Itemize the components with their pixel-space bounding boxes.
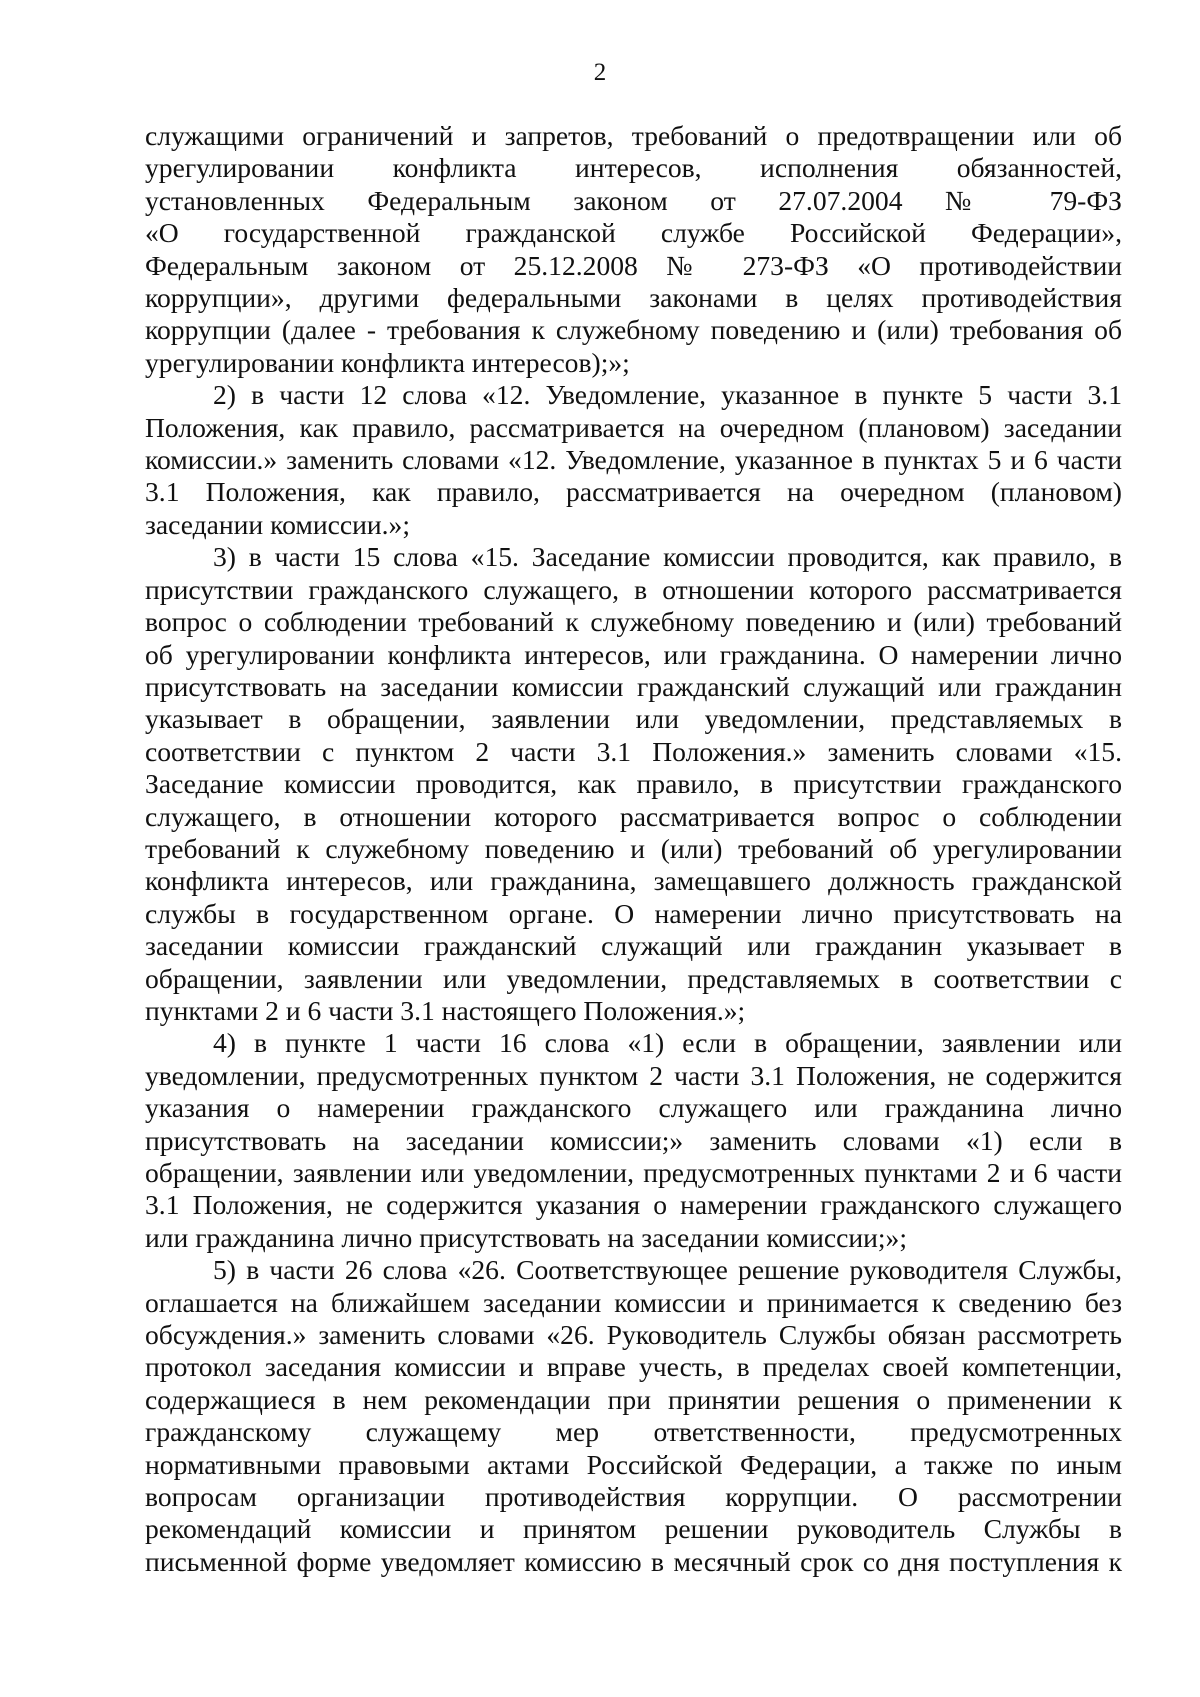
text-line: комиссии.» заменить словами «12. Уведомление, указанное в пунктах 5 и 6 части — [145, 444, 1122, 476]
text-line: Заседание комиссии проводится, как правило, в присутствии гражданского — [145, 768, 1122, 800]
text-line: протокол заседания комиссии и вправе учесть, в пределах своей компетенции, — [145, 1351, 1122, 1383]
text-line: заседании комиссии гражданский служащий или гражданин указывает в — [145, 930, 1122, 962]
text-line: рекомендаций комиссии и принятом решении руководитель Службы в — [145, 1513, 1122, 1545]
text-line: присутствовать на заседании комиссии гражданский служащий или гражданин — [145, 670, 1122, 702]
text-line: соответствии с пунктом 2 части 3.1 Положения.» заменить словами «15. — [145, 735, 1122, 767]
text-line: 3.1 Положения, как правило, рассматривается на очередном (плановом) — [145, 476, 1122, 508]
text-line: вопрос о соблюдении требований к служебному поведению и (или) требований — [145, 606, 1122, 638]
text-line: обращении, заявлении или уведомлении, представляемых в соответствии с — [145, 962, 1122, 994]
text-line: 3) в части 15 слова «15. Заседание комиссии проводится, как правило, в — [213, 541, 1122, 573]
text-line: нормативными правовыми актами Российской Федерации, а также по иным — [145, 1448, 1122, 1480]
text-line: служащими ограничений и запретов, требований о предотвращении или об — [145, 120, 1122, 151]
document-body — [145, 120, 1122, 1578]
text-line: оглашается на ближайшем заседании комиссии и принимается к сведению без — [145, 1286, 1122, 1318]
text-line: уведомлении, предусмотренных пунктом 2 части 3.1 Положения, не содержится — [145, 1059, 1122, 1091]
text-line: урегулировании конфликта интересов);»; — [145, 346, 630, 378]
text-line: присутствии гражданского служащего, в отношении которого рассматривается — [145, 573, 1122, 605]
text-line: пунктами 2 и 6 части 3.1 настоящего Положения.»; — [145, 994, 746, 1026]
text-line: указывает в обращении, заявлении или уведомлении, представляемых в — [145, 703, 1122, 735]
text-line: конфликта интересов, или гражданина, замещавшего должность гражданской — [145, 865, 1122, 897]
text-line: заседании комиссии.»; — [145, 508, 410, 540]
text-line: присутствовать на заседании комиссии;» заменить словами «1) если в — [145, 1124, 1122, 1156]
text-line: об урегулировании конфликта интересов, или гражданина. О намерении лично — [145, 638, 1122, 670]
text-line: служащего, в отношении которого рассматривается вопрос о соблюдении — [145, 800, 1122, 832]
text-line: коррупции», другими федеральными законами в целях противодействия — [145, 282, 1122, 314]
text-line: вопросам организации противодействия коррупции. О рассмотрении — [145, 1481, 1122, 1513]
text-line: 2) в части 12 слова «12. Уведомление, указанное в пункте 5 части 3.1 — [213, 379, 1122, 411]
page-number: 2 — [593, 59, 607, 86]
text-line: 5) в части 26 слова «26. Соответствующее решение руководителя Службы, — [213, 1254, 1122, 1286]
text-line: указания о намерении гражданского служащего или гражданина лично — [145, 1092, 1122, 1124]
text-line: содержащиеся в нем рекомендации при принятии решения о применении к — [145, 1383, 1122, 1415]
text-line: урегулировании конфликта интересов, исполнения обязанностей, — [145, 152, 1122, 184]
text-line: обращении, заявлении или уведомлении, предусмотренных пунктами 2 и 6 части — [145, 1157, 1122, 1188]
text-line: «О государственной гражданской службе Российской Федерации», — [145, 217, 1122, 249]
text-line: обсуждения.» заменить словами «26. Руководитель Службы обязан рассмотреть — [145, 1319, 1122, 1351]
text-line: письменной форме уведомляет комиссию в месячный срок со дня поступления к — [145, 1545, 1122, 1577]
text-line: 4) в пункте 1 части 16 слова «1) если в обращении, заявлении или — [213, 1027, 1122, 1059]
text-line: 3.1 Положения, не содержится указания о намерении гражданского служащего — [145, 1189, 1122, 1221]
text-line: коррупции (далее - требования к служебному поведению и (или) требования об — [145, 314, 1122, 346]
text-line: службы в государственном органе. О намерении лично присутствовать на — [145, 897, 1122, 929]
text-line: или гражданина лично присутствовать на заседании комиссии;»; — [145, 1221, 908, 1253]
text-line: установленных Федеральным законом от 27.07.2004 № 79-ФЗ — [145, 184, 1122, 216]
text-line: гражданскому служащему мер ответственности, предусмотренных — [145, 1416, 1122, 1448]
text-line: Положения, как правило, рассматривается на очередном (плановом) заседании — [145, 411, 1122, 443]
text-line: Федеральным законом от 25.12.2008 № 273-ФЗ «О противодействии — [145, 249, 1122, 281]
text-line: требований к служебному поведению и (или) требований об урегулировании — [145, 832, 1122, 864]
